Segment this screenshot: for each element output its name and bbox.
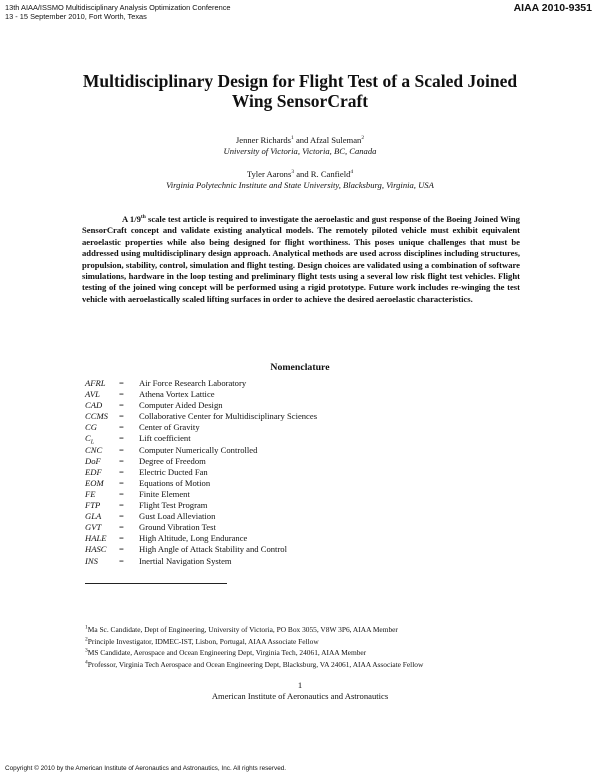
nomenclature-definition: Center of Gravity [139, 422, 200, 433]
nomenclature-equals: = [119, 488, 124, 499]
author-name: Tyler Aarons [246, 169, 292, 179]
nomenclature-equals: = [119, 555, 124, 566]
abstract-text: scale test article is required to investigate the aeroelastic and gust response of the Boeing Joined Wing SensorCraft concept and validate existing analytical models. The remotely piloted vehicle must exhibit equivalent aeroelastic properties while also being designed for flight worthiness. This poses unique challenges that must be addressed using multidisciplinary design approach. Analytical methods are used across disciplines including structures, propulsion, stability, control, simulation and flight testing. Design choices are validated using a combination of software simulations, hardware in the loop testing and preliminary flight tests using a several low risk flight test vehicles. Flight testing of the joined wing concept will be performed using a rigid prototype. Future work includes re-winging the test vehicle with aeroelastically scaled lifting surfaces in order to achieve the desired aeroelastic characteristics. [82, 214, 520, 304]
footnote-mark: 2 [85, 636, 88, 643]
footnote-mark: 1 [85, 624, 88, 631]
nomenclature-term-text: CNC [85, 444, 103, 455]
nomenclature-equals: = [119, 455, 124, 466]
nomenclature-term [85, 467, 102, 478]
footnote-text: MS Candidate, Aerospace and Ocean Engineering Dept, Virginia Tech, 24061, AIAA Member [87, 648, 367, 657]
author-name: R. Canfield [310, 169, 351, 179]
nomenclature-equals: = [119, 477, 124, 488]
nomenclature-term-text: AVL [85, 389, 100, 400]
title-line-1: Multidisciplinary Design for Flight Test of a Scaled Joined [82, 71, 518, 91]
author-names [60, 135, 540, 146]
footnote-mark: 4 [85, 659, 88, 666]
nomenclature-term-text: EDF [85, 466, 102, 477]
nomenclature-term-text: FE [85, 488, 96, 499]
nomenclature-term-text: AFRL [85, 378, 106, 388]
nomenclature-equals: = [119, 378, 124, 388]
nomenclature-definition: Lift coefficient [139, 433, 191, 444]
nomenclature-term [85, 422, 97, 433]
abstract-lead: A 1/9 [122, 214, 141, 224]
nomenclature-equals: = [119, 411, 124, 422]
nomenclature-definition: Ground Vibration Test [139, 522, 216, 533]
author-name: Jenner Richards [235, 135, 292, 145]
footnote [85, 636, 423, 648]
nomenclature-term-text: DoF [85, 455, 101, 466]
nomenclature-term [85, 445, 102, 456]
nomenclature-definition: High Altitude, Long Endurance [139, 533, 248, 544]
conference-name: 13th AIAA/ISSMO Multidisciplinary Analysis Optimization Conference [5, 3, 231, 12]
nomenclature-term [85, 511, 101, 522]
nomenclature-equals: = [119, 400, 124, 411]
nomenclature-term [85, 544, 106, 555]
nomenclature-term-text: EOM [85, 477, 104, 488]
author-footnote-mark: 4 [350, 169, 354, 176]
footnote-mark: 3 [85, 647, 88, 654]
nomenclature-term-text: HASC [85, 544, 107, 555]
nomenclature-term-text: HALE [85, 533, 107, 544]
nomenclature-definition: Computer Aided Design [139, 400, 223, 411]
nomenclature-equals: = [119, 466, 124, 477]
conference-header [5, 3, 231, 21]
paper-number: AIAA 2010-9351 [513, 2, 592, 14]
nomenclature-definition: Inertial Navigation System [139, 555, 232, 566]
footnote-text: Professor, Virginia Tech Aerospace and Ocean Engineering Dept, Blacksburg, VA 24061, AIAA Associate Fellow [87, 659, 424, 669]
nomenclature-term [85, 411, 108, 422]
nomenclature-equals: = [119, 511, 124, 522]
nomenclature-term-text: CG [85, 422, 97, 433]
nomenclature-term [85, 556, 98, 567]
nomenclature-term-text: GLA [85, 511, 102, 522]
nomenclature-heading: Nomenclature [270, 362, 330, 373]
nomenclature-term-text: FTP [85, 500, 101, 511]
nomenclature-definition: Flight Test Program [139, 500, 208, 511]
nomenclature-term [85, 378, 106, 389]
author-connector: and [293, 135, 311, 145]
nomenclature-definition: Computer Numerically Controlled [139, 444, 258, 455]
footnote-text: Ma Sc. Candidate, Dept of Engineering, University of Victoria, PO Box 3055, V8W 3P6, AIAA Member [87, 625, 398, 634]
nomenclature-equals: = [119, 544, 124, 555]
nomenclature-definition: Degree of Freedom [139, 455, 206, 466]
author-footnote-mark: 1 [291, 135, 294, 142]
publisher-name: American Institute of Aeronautics and Astronautics [211, 691, 389, 701]
conference-date-location: 13 - 15 September 2010, Fort Worth, Texas [5, 12, 147, 21]
page-number: 1 [297, 680, 303, 690]
nomenclature-definition: Electric Ducted Fan [139, 466, 208, 477]
author-connector: and [294, 169, 311, 179]
nomenclature-term [85, 400, 102, 411]
nomenclature-equals: = [119, 500, 124, 511]
author-footnote-mark: 2 [361, 135, 365, 142]
nomenclature-definition: Athena Vortex Lattice [139, 389, 215, 400]
nomenclature-term [85, 389, 100, 400]
nomenclature-term [85, 522, 101, 533]
footnote-text: Principle Investigator, IDMEC-IST, Lisbon, Portugal, AIAA Associate Fellow [87, 636, 319, 646]
nomenclature-term-text: INS [85, 555, 98, 566]
author-name: Afzal Suleman [310, 135, 362, 145]
abstract-lead-superscript: th [140, 214, 146, 221]
author-block-2 [60, 169, 540, 191]
nomenclature-definition: Air Force Research Laboratory [139, 378, 247, 388]
nomenclature-definition: Collaborative Center for Multidisciplinary Sciences [139, 411, 318, 422]
title-line-2: Wing SensorCraft [231, 91, 369, 111]
footnote [85, 659, 423, 671]
nomenclature-equals: = [119, 444, 124, 455]
nomenclature-equals: = [119, 522, 124, 533]
footnote-divider [85, 583, 227, 584]
nomenclature-term-text: C [85, 433, 91, 444]
nomenclature-equals: = [119, 533, 124, 544]
footnote [85, 624, 423, 636]
author-affiliation: Virginia Polytechnic Institute and State University, Blacksburg, Virginia, USA [166, 180, 434, 190]
copyright-notice: Copyright © 2010 by the American Institute of Aeronautics and Astronautics, Inc. All rights reserved. [5, 765, 287, 772]
paper-title [60, 71, 540, 111]
footnote [85, 647, 423, 659]
nomenclature-definition: Equations of Motion [139, 477, 211, 488]
nomenclature-term [85, 489, 96, 500]
nomenclature-definition: Gust Load Alleviation [139, 511, 216, 522]
nomenclature-term [85, 478, 104, 489]
nomenclature-term-text: GVT [85, 522, 102, 533]
author-names [60, 169, 540, 180]
nomenclature-term-text: CAD [85, 400, 103, 411]
nomenclature-definition: High Angle of Attack Stability and Control [139, 544, 287, 555]
nomenclature-term-text: CCMS [85, 411, 108, 422]
nomenclature-definition: Finite Element [139, 488, 190, 499]
nomenclature-equals: = [119, 422, 124, 433]
author-affiliation: University of Victoria, Victoria, BC, Canada [223, 146, 377, 156]
nomenclature-equals: = [119, 389, 124, 400]
nomenclature-equals: = [119, 433, 124, 444]
footnotes [85, 624, 423, 670]
nomenclature-term [85, 456, 101, 467]
nomenclature-term [85, 533, 106, 544]
nomenclature-term [85, 500, 100, 511]
author-block-1 [60, 135, 540, 157]
abstract [82, 214, 520, 305]
nomenclature-term-subscript: L [90, 440, 95, 447]
author-footnote-mark: 3 [291, 169, 295, 176]
